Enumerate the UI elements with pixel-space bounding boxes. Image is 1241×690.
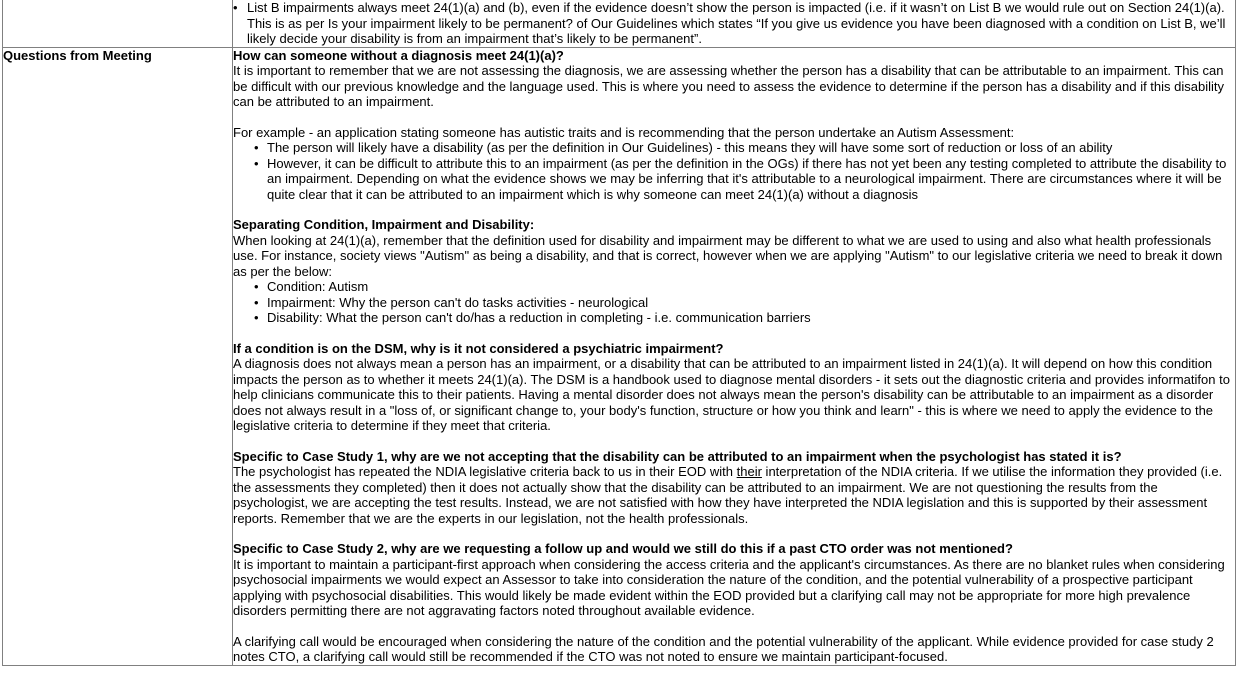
list-b-row	[3, 0, 1236, 47]
questions-label: Questions from Meeting	[3, 47, 152, 63]
list-item: • The person will likely have a disability (as per the definition in Our Guidelines) - this means they will have some sort of reduction or loss of an ability	[253, 140, 1235, 156]
section-paragraph	[233, 464, 1235, 526]
guidance-table	[2, 0, 1236, 666]
underlined-text: their	[736, 464, 762, 479]
paragraph-text: The psychologist has repeated the NDIA legislative criteria back to us in their EOD with	[233, 464, 737, 479]
section-paragraph: A diagnosis does not always mean a person has an impairment, or a disability that can be attributed to an impairment listed in 24(1)(a). It will depend on how this condition impacts the person as to whether it meets 24(1)(a). The DSM is a handbook used to diagnose mental disorders - it sets out the diagnostic criteria and provides informatifon to help clinicians communicate this to their patients. Having a mental disorder does not always mean the person's disability can be attributable to an impairment as a disorder does not always result in a "loss of, or significant change to, your body's function, structure or how you think and learn" - this is where we need to apply the evidence to the legislative criteria to determine if they meet that criteria.	[233, 356, 1230, 433]
section-dsm	[233, 341, 1235, 434]
section-paragraph: When looking at 24(1)(a), remember that the definition used for disability and impairment may be different to what we are used to using and also what health professionals use. For instance, society views "Autism" as being a disability, and that is correct, however when we are applying "Autism" to our legislative criteria we need to break it down as per the below:	[233, 232, 1223, 279]
section-paragraph: It is important to maintain a participant-first approach when considering the access criteria and the applicant's circumstances. As there are no blanket rules when considering psychosocial impairments we would expect an Assessor to take into consideration the nature of the condition, and the potential vulnerability of a prospective participant applying with psychosocial disabilities. This would likely be made evident within the EOD provided but a clarifying call may not be appropriate for more high prevalence disorders permitting there are not aggravating factors noted throughout available evidence.	[233, 556, 1225, 618]
section-case-study-1	[233, 449, 1235, 527]
questions-row	[3, 47, 1236, 665]
section-separating	[233, 217, 1235, 326]
list-item: • Impairment: Why the person can't do tasks activities - neurological	[253, 295, 1235, 311]
section-diagnosis	[233, 48, 1235, 203]
bullet-list	[233, 279, 1235, 326]
section-case-study-2	[233, 541, 1235, 665]
section-heading: How can someone without a diagnosis meet 24(1)(a)?	[233, 47, 564, 63]
list-item: • Condition: Autism	[253, 279, 1235, 295]
list-b-body-cell	[233, 0, 1236, 47]
section-paragraph: For example - an application stating someone has autistic traits and is recommending that the person undertake an Autism Assessment:	[233, 124, 1015, 140]
list-b-bullet: • List B impairments always meet 24(1)(a) and (b), even if the evidence doesn’t show the person is impacted (i.e. if it wasn’t on List B we would rule out on Section 24(1)(a). This is as per Is your impairment likely to be permanent? of Our Guidelines which states “If you give us evidence you have been diagnosed with a condition on List B, we’ll likely decide your disability is from an impairment that’s likely to be permanent”.	[233, 0, 1235, 47]
questions-body-cell	[233, 47, 1236, 665]
section-paragraph: A clarifying call would be encouraged when considering the nature of the condition and the potential vulnerability of the applicant. While evidence provided for case study 2 notes CTO, a clarifying call would still be recommended if the CTO was not noted to ensure we maintain participant-focused.	[233, 633, 1214, 664]
paragraph-text: interpretation of the NDIA criteria. If we utilise the information they provided (i.e. the assessments they completed) then it does not actually show that the disability can be attributed to an impairment. We are not questioning the results from the psychologist, we are accepting the test results. Instead, we are not satisfied with how they have interpreted the NDIA legislation and this is supported by their assessment reports. Remember that we are the experts in our legislation, not the health professionals.	[233, 464, 1223, 526]
section-heading: Specific to Case Study 1, why are we not accepting that the disability can be attributed to an impairment when the psychologist has stated it is?	[233, 448, 1122, 464]
bullet-list	[233, 140, 1235, 202]
section-heading: Separating Condition, Impairment and Disability:	[233, 217, 535, 232]
questions-label-cell	[3, 47, 233, 665]
list-item: • Disability: What the person can't do/has a reduction in completing - i.e. communication barriers	[253, 310, 1235, 326]
list-item: • However, it can be difficult to attribute this to an impairment (as per the definition in the OGs) if there has not yet been any testing completed to attribute the disability to an impairment. Depending on what the evidence shows we may be inferring that it's attributable to a neurological impairment. There are circumstances where it will be quite clear that it can be attributed to an impairment which is why someone can meet 24(1)(a) without a diagnosis	[253, 156, 1235, 203]
section-heading: If a condition is on the DSM, why is it not considered a psychiatric impairment?	[233, 340, 724, 356]
section-heading: Specific to Case Study 2, why are we requesting a follow up and would we still do this if a past CTO order was not mentioned?	[233, 541, 1013, 556]
section-paragraph: It is important to remember that we are not assessing the diagnosis, we are assessing whether the person has a disability that can be attributable to an impairment. This can be difficult with our previous knowledge and the language used. This is where you need to assess the evidence to determine if the person has a disability and if this disability can be attributed to an impairment.	[233, 63, 1225, 109]
list-b-label-cell	[3, 0, 233, 47]
